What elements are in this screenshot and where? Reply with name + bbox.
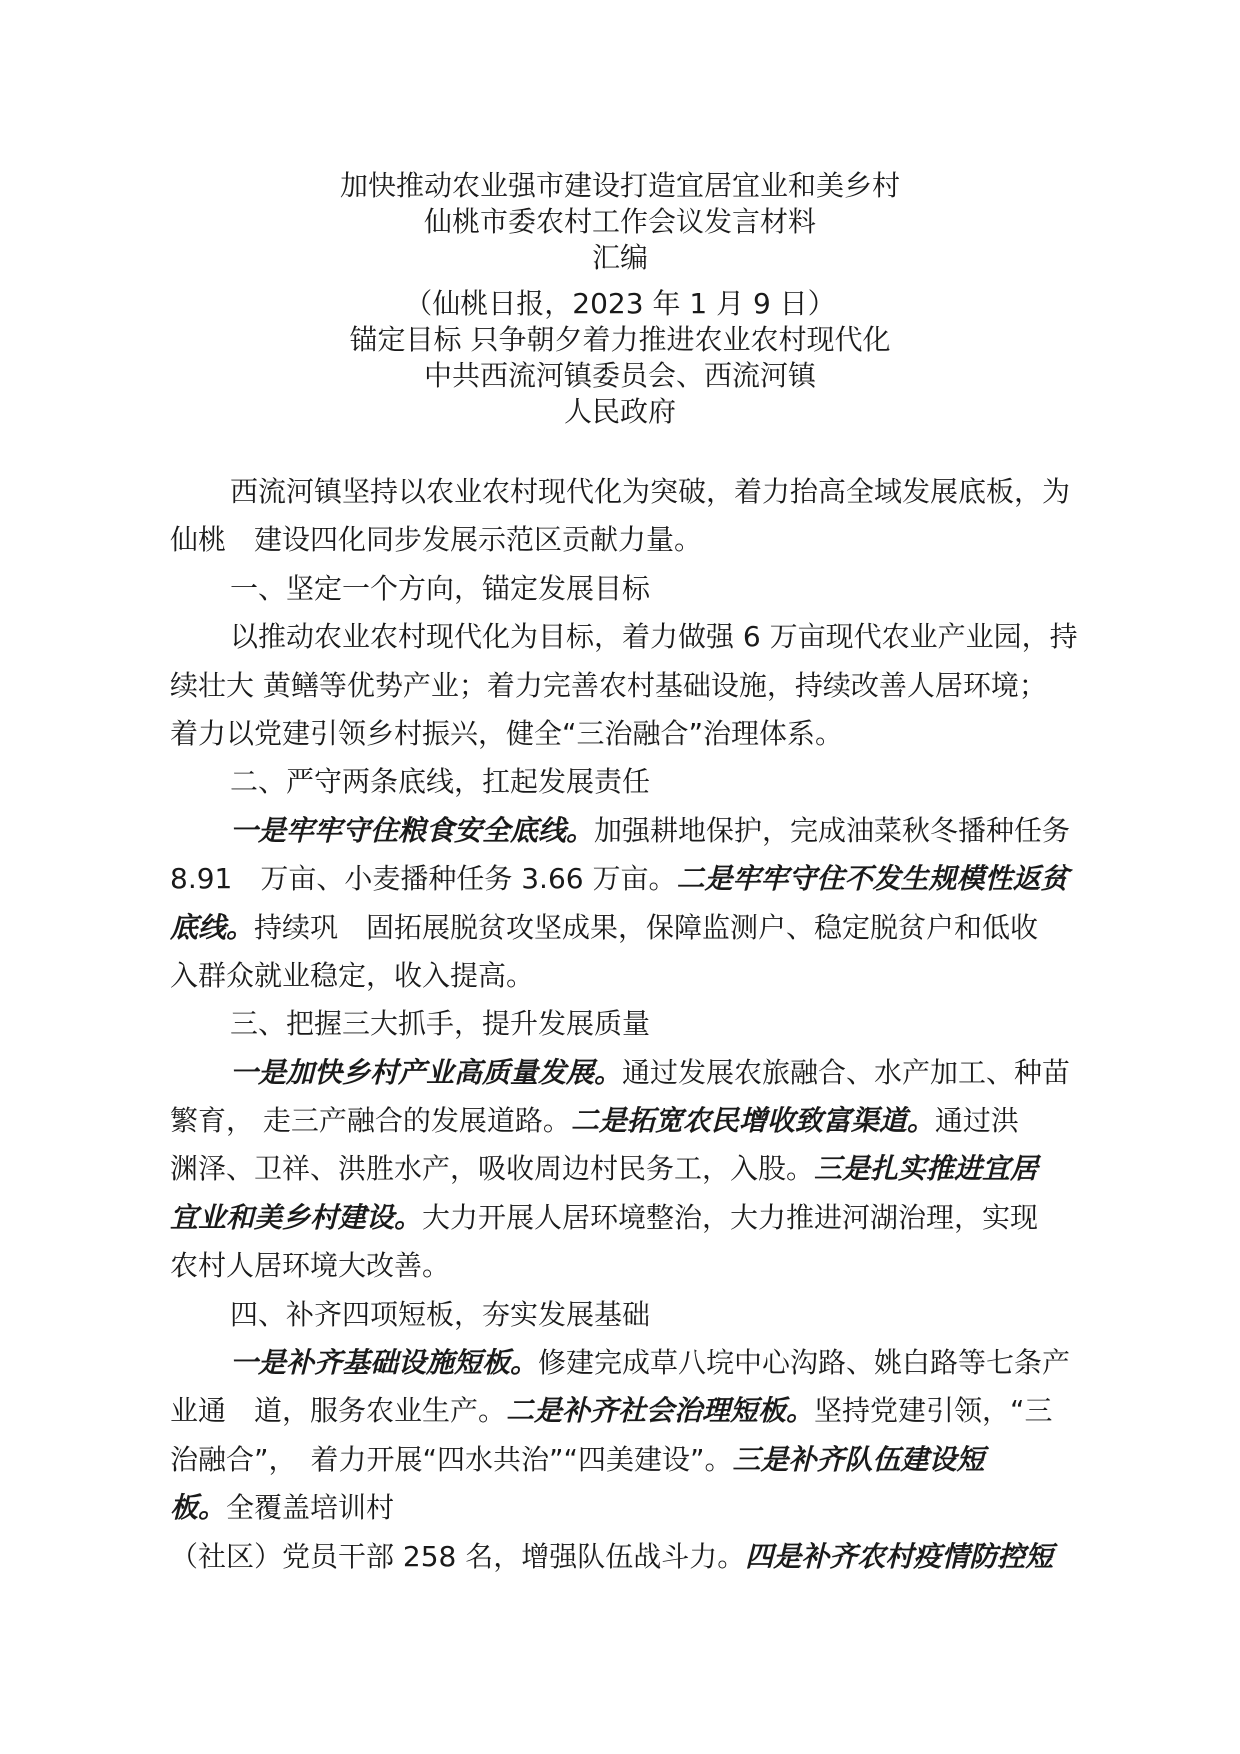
section2-line-1 xyxy=(170,807,1090,855)
section3-emphasis-1: 一是加快乡村产业高质量发展。 xyxy=(230,1055,623,1089)
section3-line-5: 农村人居环境大改善。 xyxy=(170,1249,451,1283)
section2-text-3: 持续巩 固拓展脱贫攻坚成果，保障监测户、稳定脱贫户和低收 xyxy=(254,910,1039,944)
section3-emphasis-4: 宜业和美乡村建设。 xyxy=(170,1200,423,1234)
section2-line-2 xyxy=(170,855,1090,903)
article-subtitle: 锚定目标 只争朝夕着力推进农业农村现代化 xyxy=(349,323,891,356)
section1-line-2: 续壮大 黄鳝等优势产业；着力完善农村基础设施，持续改善人居环境； xyxy=(170,668,1047,702)
section-heading-3: 三、把握三大抓手，提升发展质量 xyxy=(230,1007,651,1041)
section1-line-3: 着力以党建引领乡村振兴，健全“三治融合”治理体系。 xyxy=(170,716,844,750)
author-line-1: 中共西流河镇委员会、西流河镇 xyxy=(423,359,816,392)
section4-emphasis-4: 板。 xyxy=(170,1491,227,1525)
section3-line-4 xyxy=(170,1194,1090,1242)
source-line: （仙桃日报，2023 年 1 月 9 日） xyxy=(404,287,836,320)
intro-line-2: 仙桃 建设四化同步发展示范区贡献力量。 xyxy=(170,523,703,557)
section2-text-1: 加强耕地保护，完成油菜秋冬播种任务 xyxy=(594,813,1071,847)
document-body xyxy=(170,468,1090,1581)
section4-emphasis-3: 三是补齐队伍建设短 xyxy=(732,1442,985,1476)
author-line-2: 人民政府 xyxy=(563,395,676,428)
section4-line-5 xyxy=(170,1533,1090,1581)
document-header xyxy=(0,168,1240,430)
section3-line-3 xyxy=(170,1145,1090,1193)
section1-line-1: 以推动农业农村现代化为目标，着力做强 6 万亩现代农业产业园，持 xyxy=(230,620,1078,654)
section4-line-2 xyxy=(170,1387,1090,1435)
section4-text-5: （社区）党员干部 258 名，增强队伍战斗力。 xyxy=(170,1539,746,1573)
section2-emphasis-2: 二是牢牢守住不发生规模性返贫 xyxy=(676,862,1069,896)
section3-emphasis-2: 二是拓宽农民增收致富渠道。 xyxy=(570,1104,935,1138)
section3-line-2 xyxy=(170,1097,1090,1145)
section3-text-4: 大力开展人居环境整治，大力推进河湖治理，实现 xyxy=(422,1200,1039,1234)
section4-text-2b: 坚持党建引领，“三 xyxy=(814,1394,1053,1428)
section4-text-2: 业通 道，服务农业生产。 xyxy=(170,1394,507,1428)
section2-emphasis-1: 一是牢牢守住粮食安全底线。 xyxy=(230,813,595,847)
section-heading-1: 一、坚定一个方向，锚定发展目标 xyxy=(230,571,651,605)
section3-emphasis-3: 三是扎实推进宜居 xyxy=(814,1152,1039,1186)
section4-text-3: 治融合”， 着力开展“四水共治”“四美建设”。 xyxy=(170,1442,733,1476)
title-line-2: 仙桃市委农村工作会议发言材料 xyxy=(423,205,816,238)
section4-line-3 xyxy=(170,1436,1090,1484)
section3-text-3: 渊泽、卫祥、洪胜水产，吸收周边村民务工，入股。 xyxy=(170,1152,815,1186)
section4-text-1: 修建完成草八垸中心沟路、姚白路等七条产 xyxy=(538,1346,1071,1380)
section4-line-4 xyxy=(170,1484,1090,1532)
section4-emphasis-1: 一是补齐基础设施短板。 xyxy=(230,1346,539,1380)
section-heading-4: 四、补齐四项短板，夯实发展基础 xyxy=(230,1297,651,1331)
section3-line-1 xyxy=(170,1049,1090,1097)
section2-line-3 xyxy=(170,904,1090,952)
title-line-3: 汇编 xyxy=(591,241,648,274)
section-heading-2: 二、严守两条底线，扛起发展责任 xyxy=(230,765,651,799)
section3-text-1: 通过发展农旅融合、水产加工、种苗 xyxy=(622,1055,1071,1089)
section3-text-2b: 通过洪 xyxy=(934,1104,1019,1138)
section2-emphasis-3: 底线。 xyxy=(170,910,255,944)
section4-line-1 xyxy=(170,1339,1090,1387)
section2-text-2: 8.91 万亩、小麦播种任务 3.66 万亩。 xyxy=(170,862,677,896)
section3-text-2: 繁育， 走三产融合的发展道路。 xyxy=(170,1104,571,1138)
title-line-1: 加快推动农业强市建设打造宜居宜业和美乡村 xyxy=(339,169,900,202)
section4-emphasis-2: 二是补齐社会治理短板。 xyxy=(506,1394,815,1428)
section4-text-4: 全覆盖培训村 xyxy=(226,1491,395,1525)
section2-line-4: 入群众就业稳定，收入提高。 xyxy=(170,958,535,992)
intro-line-1: 西流河镇坚持以农业农村现代化为突破，着力抬高全域发展底板，为 xyxy=(230,475,1071,508)
section4-emphasis-5: 四是补齐农村疫情防控短 xyxy=(745,1539,1054,1573)
